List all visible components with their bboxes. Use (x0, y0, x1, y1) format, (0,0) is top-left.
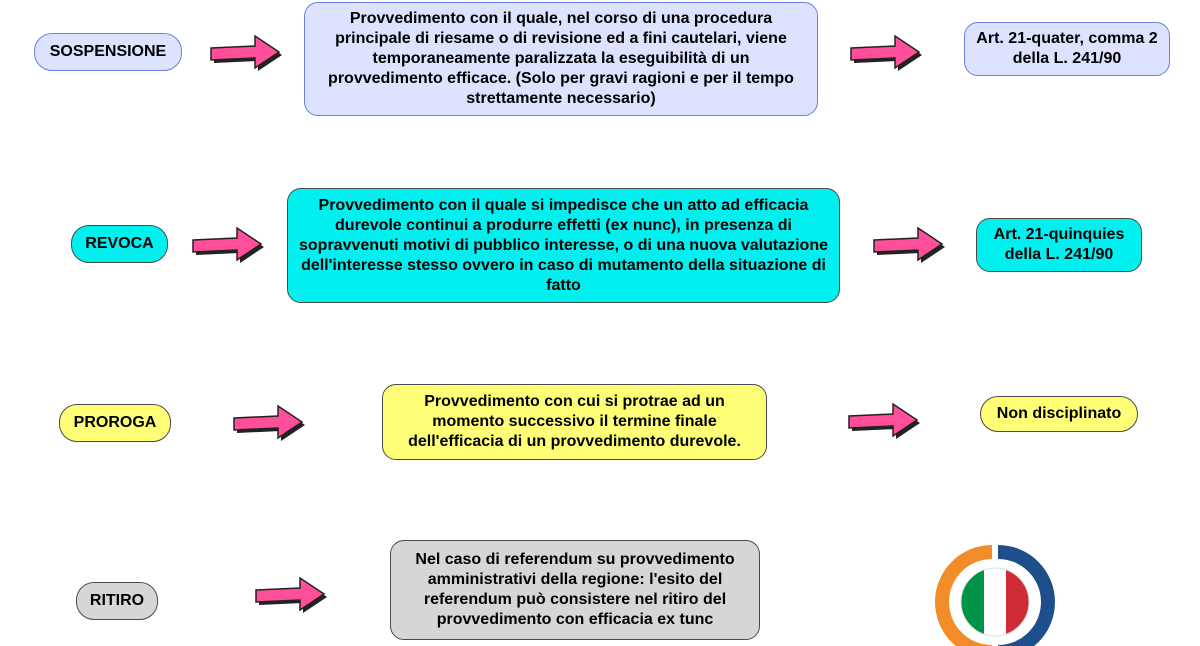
arrow-right-icon (205, 28, 285, 72)
arrow-right-icon (843, 396, 923, 440)
definition-proroga: Provvedimento con cui si protrae ad un momento successivo il termine finale dell'efficacia di un provvedimento durevole. (382, 384, 767, 460)
reference-revoca: Art. 21-quinquies della L. 241/90 (976, 218, 1142, 272)
arrow-right-icon (187, 220, 267, 264)
definition-sospensione: Provvedimento con il quale, nel corso di una procedura principale di riesame o di revisione ed a fini cautelari, viene temporaneamente paralizzata la eseguibilità di un provvedimento efficace. (Solo per gravi ragioni e per il tempo strettamente necessario) (304, 2, 818, 116)
arrow-right-icon (228, 398, 308, 442)
term-revoca: REVOCA (71, 225, 168, 263)
arrow-right-icon (845, 28, 925, 72)
term-ritiro: RITIRO (76, 582, 158, 620)
reference-sospensione: Art. 21-quater, comma 2 della L. 241/90 (964, 22, 1170, 76)
definition-ritiro: Nel caso di referendum su provvedimento amministrativi della regione: l'esito del referendum può consistere nel ritiro del provvedimento con efficacia ex tunc (390, 540, 760, 640)
italian-flag-circle-logo-icon (940, 546, 1050, 646)
definition-revoca: Provvedimento con il quale si impedisce che un atto ad efficacia durevole continui a produrre effetti (ex nunc), in presenza di sopravvenuti motivi di pubblico interesse, o di una nuova valutazione dell'interesse stesso ovvero in caso di mutamento della situazione di fatto (287, 188, 840, 303)
term-sospensione: SOSPENSIONE (34, 33, 182, 71)
term-proroga: PROROGA (59, 404, 171, 442)
reference-proroga: Non disciplinato (980, 396, 1138, 432)
arrow-right-icon (868, 220, 948, 264)
arrow-right-icon (250, 570, 330, 614)
